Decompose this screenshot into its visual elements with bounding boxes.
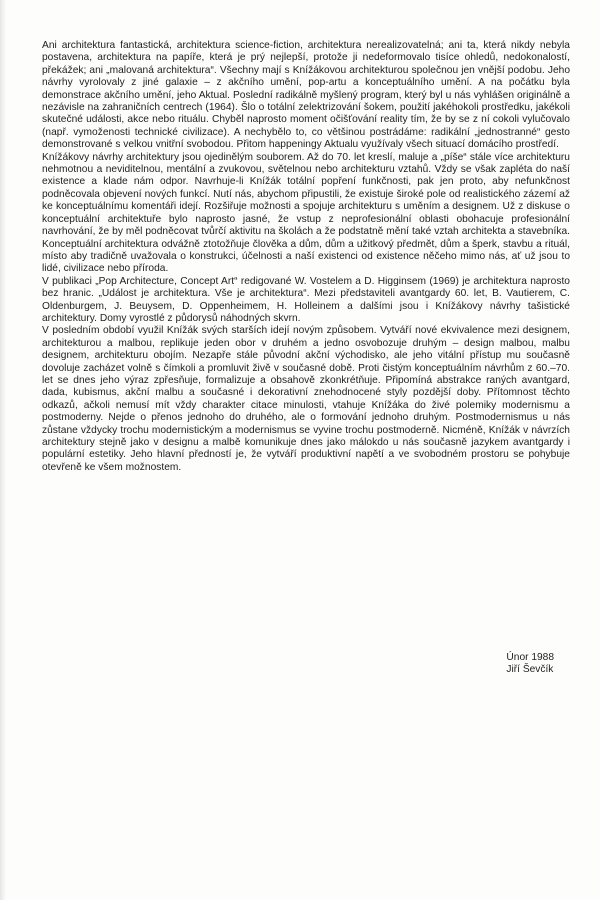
paragraph-1: Ani architektura fantastická, architektura science-fiction, architektura nerealizovatelná; ani ta, která nikdy nebyla postavena, architektura na papíře, která je prý nejlepší, protože ji nedeformovalo tisíce ohledů, nedokonalostí, překážek; ani „malovaná architektura“. Všechny mají s Knížákovou architekturou společnou jen vnější podobu. Jeho návrhy vyrolovaly z jiné galaxie – z akčního umění, pop-artu a konceptuálního umění. A na počátku byla demonstrace akčního umění, jeho Aktual. Poslední radikálně myšlený program, který byl u nás vyhlášen originálně a nezávisle na zahraničních centrech (1964). Šlo o totální zelektrizování šokem, použití jakéhokoli prostředku, jakékoli skutečné události, akce nebo rituálu. Chyběl naprosto moment očišťování reality tím, že by se z ní cokoli vylučovalo (např. vymoženosti technické civilizace). A nechybělo to, co většinou postrádáme: radikální „jednostranné“ gesto demonstrované s velkou vnitřní svobodou. Přitom happeningy Aktualu využívaly všech situací domácího prostředí. (42, 40, 570, 151)
signature-author: Jiří Ševčík (506, 664, 554, 676)
paragraph-3: V publikaci „Pop Architecture, Concept Art“ redigované W. Vostelem a D. Higginsem (1969) je architektura naprosto bez hranic. „Událost je architektura. Vše je architektura“. Mezi představiteli avantgardy 60. let, B. Vautierem, C. Oldenburgem, J. Beuysem, D. Oppenheimem, H. Holleinem a dalšími jsou i Knížákovy návrhy tašistické architektury. Domy vyrostlé z půdorysů náhodných skvrn. (42, 275, 570, 324)
signature-block (506, 652, 554, 677)
paragraph-4: V posledním období využil Knížák svých starších idejí novým způsobem. Vytváří nové ekvivalence mezi designem, architekturou a malbou, replikuje jeden obor v druhém a jedno osvobozuje druhým – design malbou, malbu designem, architekturu obojím. Nezapře stále původní akční východisko, ale jeho vitální přístup mu současně dovoluje zacházet volně s čímkoli a promluvit živě v současné době. Proti čistým konceptuálním návrhům z 60.–70. let se dnes jeho výraz zpřesňuje, formalizuje a obsahově zkonkrétňuje. Připomíná abstrakce raných avantgard, dada, kubismus, akční malbu a současné i dekorativní znehodnocené styly pozdější doby. Přítomnost těchto odkazů, ačkoli nemusí mít vždy charakter citace minulosti, vtahuje Knížáka do živé polemiky modernismu a postmoderny. Nejde o přenos jednoho do druhého, ale o formování jednoho druhým. Postmodernismus u nás zůstane vždycky trochu modernistickým a modernismus se vyvine trochu postmoderně. Nicméně, Knížák v návrzích architektury stejně jako v designu a malbě komunikuje dnes jako málokdo u nás současně jazykem avantgardy i populární estetiky. Jeho hlavní předností je, že vytváří produktivní napětí a ve svobodném prostoru se pohybuje otevřeně ke všem možnostem. (42, 325, 570, 473)
signature-date: Únor 1988 (506, 652, 554, 663)
paragraph-2: Knížákovy návrhy architektury jsou ojedinělým souborem. Až do 70. let kreslí, maluje a „píše“ stále více architekturu nehmotnou a neviditelnou, mentální a zvukovou, světelnou nebo architekturu vztahů. Vždy se však zapléta do naší existence a klade nám odpor. Navrhuje-li Knížák totální popření funkčnosti, pak jen proto, aby nefunkčnost podněcovala objevení nových funkcí. Nutí nás, abychom připustili, že existuje široké pole od realistického zázemí až ke konceptuálnímu komentáři idejí. Rozšiřuje možnosti a spojuje architekturu s uměním a designem. Už z diskuse o konceptuální architektuře bylo naprosto jasné, že vstup z neprofesionální oblasti obohacuje profesionální navrhování, že by měl podněcovat tvůrčí aktivitu na školách a že podstatně mění také vztah architekta a stavebníka. Konceptuální architektura odvážně ztotožňuje člověka a dům, dům a užitkový předmět, dům a šperk, stavbu a rituál, místo aby tradičně uvažovala o konstrukci, účelnosti a naší existenci od existence něčeho mimo nás, ať už jsou to lidé, civilizace nebo příroda. (42, 151, 570, 275)
essay-body (42, 40, 570, 474)
